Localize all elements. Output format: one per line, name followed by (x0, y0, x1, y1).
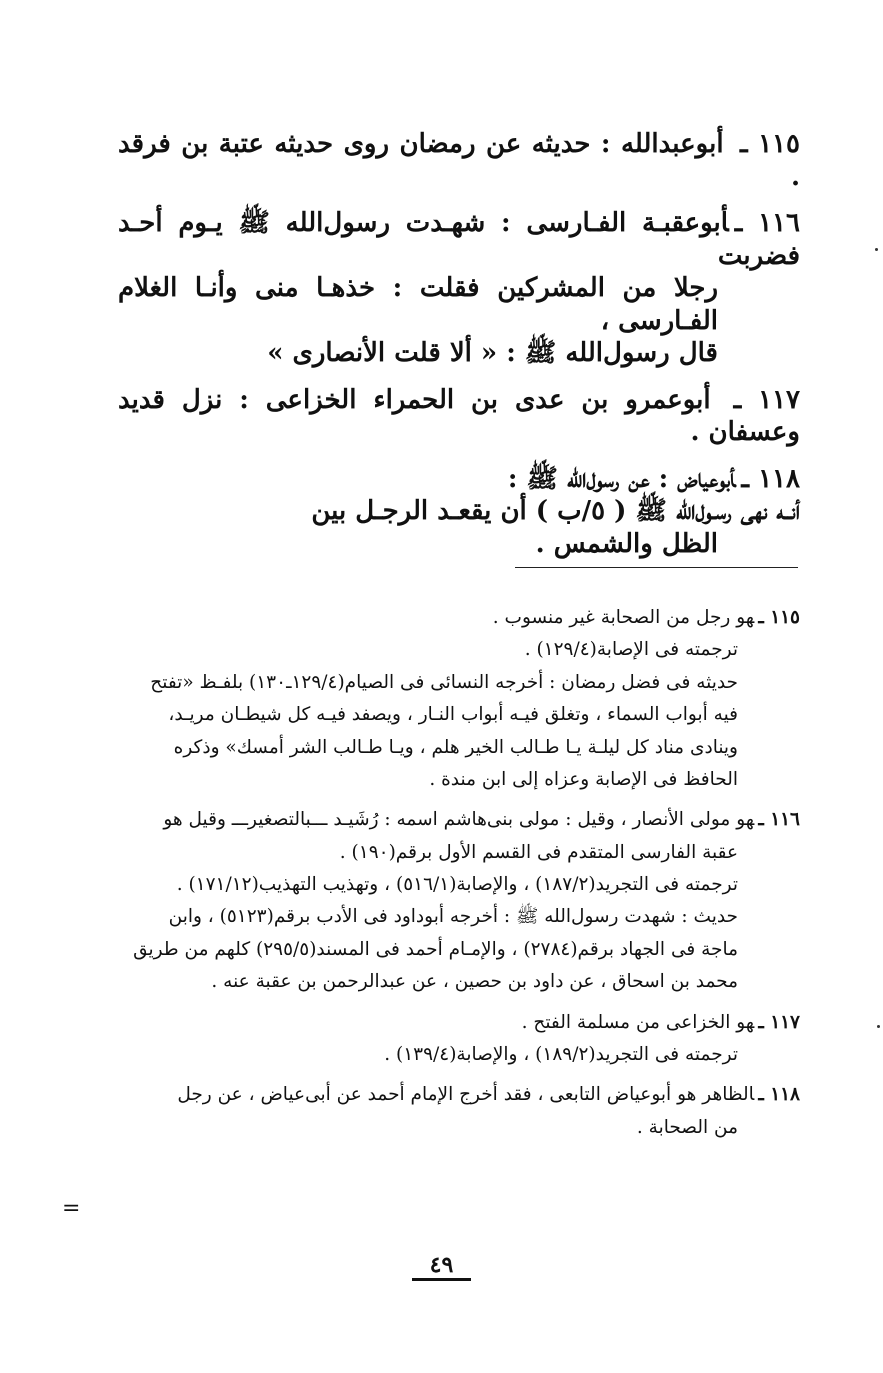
footnote-line: هو رجل من الصحابة غير منسوب . (492, 607, 755, 628)
entry-line: أبوعبدالله : حديثه عن رمضان روى حديثه عتبة بن فرقد . (118, 129, 800, 192)
footnote-line: هو الخزاعى من مسلمة الفتح . (521, 1011, 755, 1033)
footnote-115 (118, 602, 800, 796)
footnote-line: الظاهر هو أبوعياض التابعى ، فقد أخرج الإمام أحمد عن أبى‌عياض ، عن رجل (177, 1084, 755, 1106)
entry-118 (118, 463, 800, 561)
footnote-line: ترجمته فى التجريد(١٨٩/٢) ، والإصابة(١٣٩/٤) . (384, 1043, 738, 1065)
footnote-number: ١١٥ ـ (758, 607, 800, 628)
print-speck (875, 248, 878, 251)
entry-117 (118, 384, 800, 449)
entry-115 (118, 128, 800, 193)
entry-line: أبوعقبـة الفـارسى : شهـدت رسول‌الله ﷺ يـوم أحـد فضربت (118, 208, 800, 271)
page-number-text: ٤٩ (412, 1252, 472, 1281)
entry-number: ١١٨ ـ (741, 463, 800, 494)
entry-line: أبوعياض : عن رسول‌الله ﷺ : (507, 463, 736, 494)
footnote-line: من الصحابة . (636, 1116, 738, 1138)
footnote-116 (118, 804, 800, 998)
main-text (118, 128, 800, 574)
footnote-divider (515, 567, 798, 568)
footnote-line: هو مولى الأنصار ، وقيل : مولى بنى‌هاشم اسمه : رُشَيـد ـــبالتصغيرـــ وقيل هو (163, 809, 755, 831)
footnote-line: ترجمته فى التجريد(١٨٧/٢) ، والإصابة(٥١٦/١) ، وتهذيب التهذيب(١٧١/١٢) . (176, 874, 738, 895)
footnote-line: ترجمته فى الإصابة(١٢٩/٤) . (524, 639, 738, 661)
footnotes (118, 602, 800, 1152)
print-speck (877, 1025, 880, 1028)
footnote-number: ١١٧ ـ (758, 1011, 800, 1033)
entry-number: ١١٧ ـ (733, 384, 800, 415)
footnote-line: ماجة فى الجهاد برقم(٢٧٨٤) ، والإمـام أحمد فى المسند(٢٩٥/٥) كلهم من طريق (133, 938, 738, 960)
entry-116 (118, 207, 800, 370)
footnote-118 (118, 1079, 800, 1144)
footnote-line: عقبة الفارسى المتقدم فى القسم الأول برقم(١٩٠) . (339, 841, 738, 863)
footnote-number: ١١٨ ـ (758, 1084, 800, 1106)
entry-line: رجلا من المشركين فقلت : خذهـا منى وأنـا الغلام الفـارسى ، (118, 273, 718, 336)
entry-line: قال رسول‌الله ﷺ : « ألا قلت الأنصارى » (267, 338, 718, 368)
entry-number: ١١٦ ـ (734, 208, 800, 238)
entry-number: ١١٥ ـ (740, 129, 800, 159)
footnote-line: وينادى مناد كل ليلـة يـا طـالب الخير هلم ، ويـا طـالب الشر أمسك» وذكره (173, 736, 738, 758)
footnote-line: الحافظ فى الإصابة وعزاه إلى ابن مندة . (429, 768, 738, 790)
footnote-number: ١١٦ ـ (758, 809, 800, 831)
entry-line: أبوعمرو بن عدى بن الحمراء الخزاعى : نزل قديد وعسفان . (118, 384, 800, 447)
footnote-line: حديث : شهدت رسول‌الله ﷺ : أخرجه أبوداود فى الأدب برقم(٥١٢٣) ، وابن (168, 906, 738, 928)
entry-line: الظل والشمس . (535, 528, 718, 559)
footnote-line: حديثه فى فضل رمضان : أخرجه النسائى فى الصيام(١٢٩/٤ـ١٣٠) بلفـظ «تفتح (150, 671, 738, 693)
margin-mark: = (62, 1196, 81, 1221)
entry-line: أنــه نهى رسـول‌الله ﷺ ( ٥/ب ) أن يقعـد الرجـل بين (311, 496, 800, 526)
footnote-117 (118, 1007, 800, 1072)
page-number (0, 1252, 883, 1278)
footnote-line: محمد بن اسحاق ، عن داود بن حصين ، عن عبدالرحمن بن عقبة عنه . (211, 971, 738, 993)
footnote-line: فيه أبواب السماء ، وتغلق فيـه أبواب النـار ، ويصفد فيـه كل شيطـان مريـد، (168, 704, 738, 726)
